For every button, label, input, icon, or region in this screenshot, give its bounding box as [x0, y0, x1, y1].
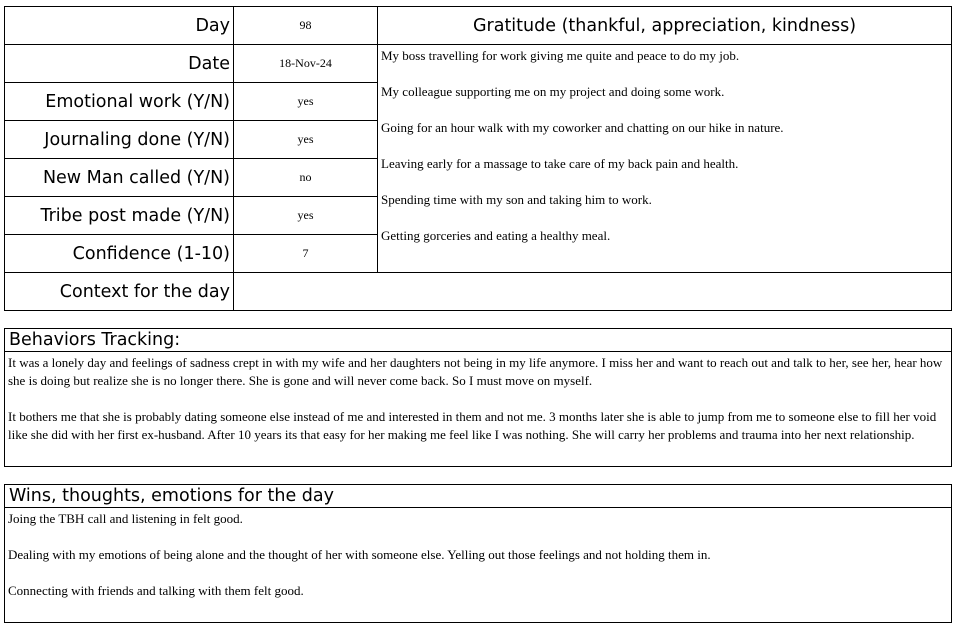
gratitude-item: My colleague supporting me on my project and doing some work.	[381, 84, 725, 99]
wins-text-area[interactable]	[4, 507, 952, 623]
row-label-day: Day	[4, 6, 234, 45]
row-value-date[interactable]: 18-Nov-24	[233, 44, 378, 83]
row-label-tribe-post: Tribe post made (Y/N)	[4, 196, 234, 235]
behaviors-title: Behaviors Tracking:	[4, 328, 952, 352]
context-value-cell[interactable]	[233, 272, 952, 311]
row-label-date: Date	[4, 44, 234, 83]
row-value-journaling[interactable]: yes	[233, 120, 378, 159]
gratitude-item: Leaving early for a massage to take care of my back pain and health.	[381, 156, 739, 171]
gratitude-item: Getting gorceries and eating a healthy meal.	[381, 228, 611, 243]
row-label-emotional-work: Emotional work (Y/N)	[4, 82, 234, 121]
gratitude-item: Going for an hour walk with my coworker and chatting on our hike in nature.	[381, 120, 784, 135]
behaviors-paragraph: It bothers me that she is probably dating someone else instead of me and interested in them and not me. 3 months later she is able to jump from me to someone else to fill her void like she did with her first ex-husband. After 10 years its that easy for her making me feel like I was nothing. She will carry her problems and trauma into her next relationship.	[8, 409, 937, 442]
row-value-day[interactable]: 98	[233, 6, 378, 45]
wins-item: Joing the TBH call and listening in felt good.	[8, 511, 243, 526]
wins-title: Wins, thoughts, emotions for the day	[4, 484, 952, 508]
row-label-context: Context for the day	[4, 272, 234, 311]
behaviors-paragraph: It was a lonely day and feelings of sadness crept in with my wife and her daughters not being in my life anymore. I miss her and want to reach out and talk to her, see her, hear how she is doing but realize she is no longer there. She is gone and will never come back. So I must move on myself.	[8, 355, 943, 388]
behaviors-text-area[interactable]	[4, 351, 952, 467]
row-label-confidence: Confidence (1-10)	[4, 234, 234, 273]
wins-item: Connecting with friends and talking with them felt good.	[8, 583, 304, 598]
row-value-emotional-work[interactable]: yes	[233, 82, 378, 121]
gratitude-list[interactable]	[377, 44, 952, 273]
wins-item: Dealing with my emotions of being alone and the thought of her with someone else. Yelling out those feelings and not holding them in.	[8, 547, 711, 562]
row-value-confidence[interactable]: 7	[233, 234, 378, 273]
row-value-new-man-called[interactable]: no	[233, 158, 378, 197]
row-value-tribe-post[interactable]: yes	[233, 196, 378, 235]
row-label-journaling: Journaling done (Y/N)	[4, 120, 234, 159]
row-label-new-man-called: New Man called (Y/N)	[4, 158, 234, 197]
gratitude-title: Gratitude (thankful, appreciation, kindness)	[377, 6, 952, 45]
gratitude-item: Spending time with my son and taking him to work.	[381, 192, 652, 207]
gratitude-item: My boss travelling for work giving me quite and peace to do my job.	[381, 48, 740, 63]
